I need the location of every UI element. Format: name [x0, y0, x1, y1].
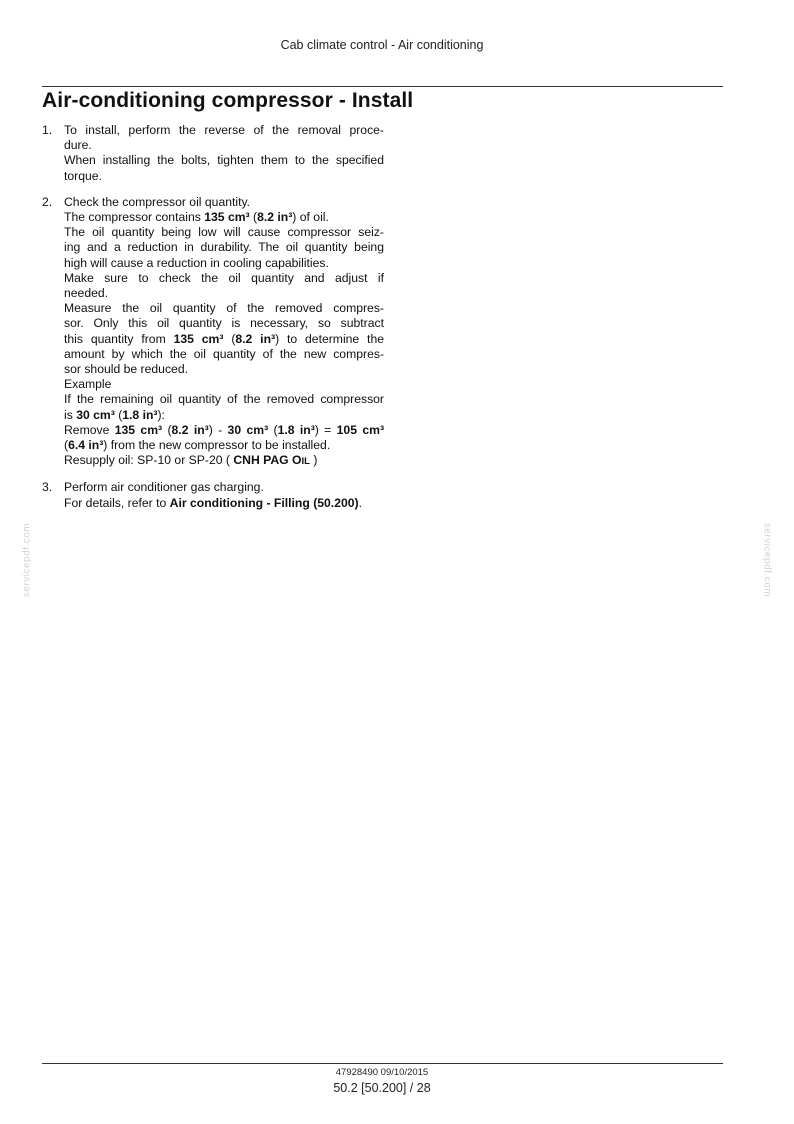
step-text-line: this quantity from 135 cm³ (8.2 in³) to determine the [64, 331, 384, 346]
step-text-line: If the remaining oil quantity of the removed compressor [64, 392, 384, 407]
step-text-line: high will cause a reduction in cooling capabilities. [64, 255, 329, 270]
oil-name: CNH PAG O [233, 453, 302, 468]
step-text-line: sor should be reduced. [64, 362, 188, 377]
footer-rule [42, 1063, 723, 1064]
step-number: 2. [42, 194, 53, 209]
step-text-line: Example [64, 377, 112, 392]
step-text-line: needed. [64, 286, 109, 301]
value-metric: 30 cm³ [227, 422, 269, 437]
value-imperial: 8.2 in³ [257, 210, 293, 225]
header-rule [42, 86, 723, 87]
value-metric: 105 cm³ [336, 422, 385, 437]
value-imperial: 6.4 in³ [68, 438, 104, 453]
step-text-line: Check the compressor oil quantity. [64, 194, 251, 209]
value-imperial: 1.8 in³ [277, 422, 315, 437]
watermark-left: servicepdf.com [21, 522, 33, 598]
step-1 [42, 123, 384, 184]
step-text-line: Measure the oil quantity of the removed compres- [64, 301, 384, 316]
step-text-line: The oil quantity being low will cause compressor seiz- [64, 225, 384, 240]
step-text-line: is 30 cm³ (1.8 in³): [64, 407, 165, 422]
step-text-line: amount by which the oil quantity of the new compres- [64, 346, 384, 361]
step-2 [42, 195, 384, 470]
value-metric: 135 cm³ [114, 422, 163, 437]
watermark-right: servicepdf.com [761, 522, 773, 598]
value-metric: 135 cm³ [173, 331, 224, 346]
value-imperial: 8.2 in³ [235, 331, 276, 346]
value-metric: 135 cm³ [204, 210, 250, 225]
value-imperial: 8.2 in³ [171, 422, 209, 437]
step-number: 1. [42, 123, 53, 137]
oil-name-small-caps: IL [301, 456, 310, 468]
value-metric: 30 cm³ [76, 407, 115, 422]
step-text-line: To install, perform the reverse of the removal proce- [64, 123, 384, 137]
page-header-title: Cab climate control - Air conditioning [280, 38, 484, 52]
step-text-line: dure. [64, 138, 92, 153]
step-text-line: Make sure to check the oil quantity and adjust if [64, 270, 384, 285]
step-text-line: For details, refer to Air conditioning - Filling (50.200). [64, 495, 362, 510]
step-3 [42, 480, 384, 510]
step-text-line: Remove 135 cm³ (8.2 in³) - 30 cm³ (1.8 in³) = 105 cm³ [64, 422, 385, 437]
step-text-line: The compressor contains 135 cm³ (8.2 in³) of oil. [64, 210, 329, 225]
step-text-line: ing and a reduction in durability. The oil quantity being [64, 240, 384, 255]
step-text-line: sor. Only this oil quantity is necessary, so subtract [64, 316, 384, 331]
cross-reference-link[interactable]: Air conditioning - Filling (50.200) [169, 495, 359, 510]
footer-doc-ref: 47928490 09/10/2015 [335, 1067, 429, 1078]
step-text-line: When installing the bolts, tighten them to the specified [64, 153, 384, 168]
page-title: Air-conditioning compressor - Install [42, 89, 414, 112]
value-imperial: 1.8 in³ [122, 407, 158, 422]
step-text-line: Perform air conditioner gas charging. [64, 480, 264, 495]
procedure-steps [42, 123, 384, 522]
step-text-line: (6.4 in³) from the new compressor to be installed. [64, 438, 331, 453]
step-text-line: torque. [64, 168, 102, 183]
step-text-line: Resupply oil: SP-10 or SP-20 ( CNH PAG OIL ) [64, 453, 318, 468]
footer-page-number: 50.2 [50.200] / 28 [333, 1081, 431, 1095]
step-number: 3. [42, 480, 53, 495]
